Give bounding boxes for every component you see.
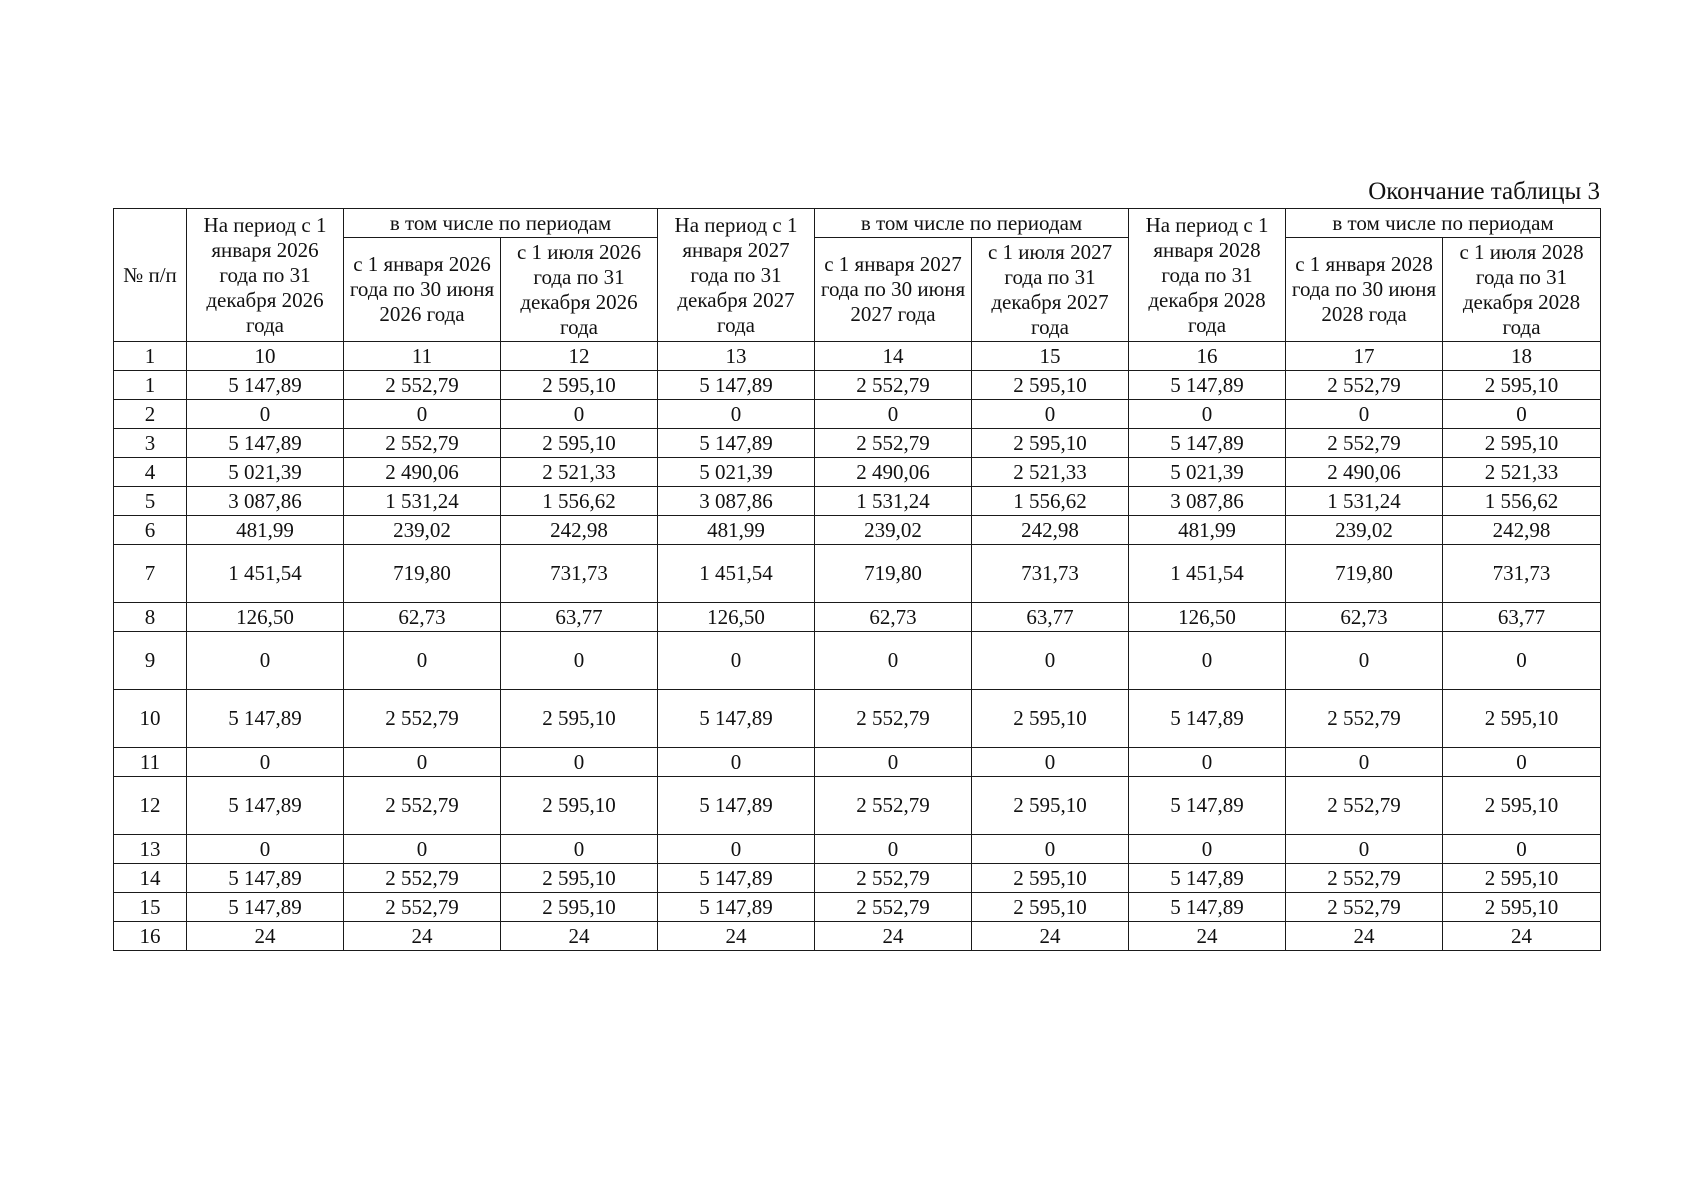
table-row <box>114 893 1601 922</box>
row-number-cell: 13 <box>114 835 187 864</box>
value-cell: 24 <box>815 922 972 951</box>
value-cell: 481,99 <box>658 516 815 545</box>
table-row <box>114 603 1601 632</box>
row-number-cell: 3 <box>114 429 187 458</box>
value-cell: 5 147,89 <box>187 777 344 835</box>
value-cell: 2 490,06 <box>344 458 501 487</box>
value-cell: 0 <box>972 632 1129 690</box>
table-row <box>114 777 1601 835</box>
value-cell: 63,77 <box>501 603 658 632</box>
table-row <box>114 429 1601 458</box>
value-cell: 2 595,10 <box>972 429 1129 458</box>
value-cell: 5 147,89 <box>187 429 344 458</box>
value-cell: 63,77 <box>1443 603 1601 632</box>
value-cell: 0 <box>815 835 972 864</box>
value-cell: 1 531,24 <box>1286 487 1443 516</box>
value-cell: 0 <box>972 835 1129 864</box>
value-cell: 2 552,79 <box>344 429 501 458</box>
value-cell: 5 147,89 <box>1129 893 1286 922</box>
value-cell: 0 <box>187 632 344 690</box>
value-cell: 719,80 <box>1286 545 1443 603</box>
header-period-2028: На период с 1 января 2028 года по 31 декабря 2028 года <box>1129 209 1286 342</box>
table-row <box>114 371 1601 400</box>
value-cell: 5 147,89 <box>187 690 344 748</box>
table-caption: Окончание таблицы 3 <box>1368 178 1600 205</box>
column-number: 17 <box>1286 342 1443 371</box>
value-cell: 0 <box>1443 400 1601 429</box>
value-cell: 2 595,10 <box>501 893 658 922</box>
value-cell: 2 552,79 <box>815 893 972 922</box>
value-cell: 3 087,86 <box>187 487 344 516</box>
header-first-half-2028: с 1 января 2028 года по 30 июня 2028 года <box>1286 238 1443 342</box>
value-cell: 0 <box>1129 748 1286 777</box>
value-cell: 1 531,24 <box>815 487 972 516</box>
value-cell: 2 595,10 <box>972 371 1129 400</box>
value-cell: 2 552,79 <box>344 371 501 400</box>
value-cell: 2 552,79 <box>1286 371 1443 400</box>
value-cell: 5 147,89 <box>658 864 815 893</box>
value-cell: 5 021,39 <box>187 458 344 487</box>
value-cell: 2 552,79 <box>344 777 501 835</box>
table-row <box>114 400 1601 429</box>
value-cell: 2 595,10 <box>972 864 1129 893</box>
table-row <box>114 835 1601 864</box>
value-cell: 2 552,79 <box>344 893 501 922</box>
value-cell: 0 <box>501 632 658 690</box>
value-cell: 24 <box>972 922 1129 951</box>
value-cell: 2 552,79 <box>1286 864 1443 893</box>
value-cell: 5 147,89 <box>1129 429 1286 458</box>
value-cell: 2 595,10 <box>501 690 658 748</box>
value-cell: 0 <box>501 400 658 429</box>
value-cell: 0 <box>1129 400 1286 429</box>
value-cell: 0 <box>344 632 501 690</box>
table-row <box>114 632 1601 690</box>
table-row <box>114 516 1601 545</box>
value-cell: 1 556,62 <box>1443 487 1601 516</box>
row-number-cell: 11 <box>114 748 187 777</box>
header-second-half-2027: с 1 июля 2027 года по 31 декабря 2027 года <box>972 238 1129 342</box>
value-cell: 731,73 <box>972 545 1129 603</box>
value-cell: 0 <box>344 400 501 429</box>
value-cell: 2 552,79 <box>1286 690 1443 748</box>
value-cell: 5 147,89 <box>1129 371 1286 400</box>
value-cell: 0 <box>344 748 501 777</box>
value-cell: 0 <box>501 835 658 864</box>
value-cell: 0 <box>658 632 815 690</box>
value-cell: 24 <box>187 922 344 951</box>
value-cell: 24 <box>501 922 658 951</box>
row-number-cell: 15 <box>114 893 187 922</box>
value-cell: 2 595,10 <box>1443 893 1601 922</box>
column-number: 10 <box>187 342 344 371</box>
value-cell: 3 087,86 <box>1129 487 1286 516</box>
value-cell: 0 <box>344 835 501 864</box>
column-number: 12 <box>501 342 658 371</box>
row-number-cell: 1 <box>114 371 187 400</box>
value-cell: 2 595,10 <box>972 893 1129 922</box>
value-cell: 5 021,39 <box>658 458 815 487</box>
value-cell: 239,02 <box>815 516 972 545</box>
column-number: 16 <box>1129 342 1286 371</box>
value-cell: 719,80 <box>344 545 501 603</box>
value-cell: 242,98 <box>972 516 1129 545</box>
value-cell: 62,73 <box>344 603 501 632</box>
value-cell: 239,02 <box>1286 516 1443 545</box>
value-cell: 0 <box>1129 632 1286 690</box>
value-cell: 2 595,10 <box>1443 777 1601 835</box>
header-first-half-2026: с 1 января 2026 года по 30 июня 2026 года <box>344 238 501 342</box>
value-cell: 2 521,33 <box>972 458 1129 487</box>
column-number: 15 <box>972 342 1129 371</box>
value-cell: 2 552,79 <box>815 371 972 400</box>
value-cell: 0 <box>501 748 658 777</box>
value-cell: 0 <box>658 400 815 429</box>
value-cell: 5 147,89 <box>658 371 815 400</box>
row-number-cell: 16 <box>114 922 187 951</box>
value-cell: 0 <box>1443 748 1601 777</box>
value-cell: 0 <box>815 400 972 429</box>
header-group-2028: в том числе по периодам <box>1286 209 1601 238</box>
table-row <box>114 748 1601 777</box>
value-cell: 0 <box>1443 632 1601 690</box>
value-cell: 481,99 <box>1129 516 1286 545</box>
column-number: 18 <box>1443 342 1601 371</box>
value-cell: 5 147,89 <box>187 371 344 400</box>
column-number: 1 <box>114 342 187 371</box>
value-cell: 5 147,89 <box>658 893 815 922</box>
header-period-2027: На период с 1 января 2027 года по 31 декабря 2027 года <box>658 209 815 342</box>
value-cell: 3 087,86 <box>658 487 815 516</box>
value-cell: 239,02 <box>344 516 501 545</box>
value-cell: 2 552,79 <box>815 690 972 748</box>
row-number-cell: 4 <box>114 458 187 487</box>
header-group-2026: в том числе по периодам <box>344 209 658 238</box>
value-cell: 24 <box>1286 922 1443 951</box>
value-cell: 0 <box>187 748 344 777</box>
row-number-cell: 7 <box>114 545 187 603</box>
value-cell: 2 552,79 <box>1286 893 1443 922</box>
value-cell: 0 <box>1286 632 1443 690</box>
value-cell: 5 147,89 <box>1129 690 1286 748</box>
value-cell: 2 552,79 <box>344 690 501 748</box>
value-cell: 5 147,89 <box>658 777 815 835</box>
value-cell: 24 <box>1443 922 1601 951</box>
row-number-cell: 6 <box>114 516 187 545</box>
row-number-cell: 12 <box>114 777 187 835</box>
value-cell: 0 <box>972 748 1129 777</box>
value-cell: 0 <box>187 835 344 864</box>
row-number-cell: 8 <box>114 603 187 632</box>
value-cell: 0 <box>972 400 1129 429</box>
row-number-cell: 14 <box>114 864 187 893</box>
value-cell: 1 451,54 <box>1129 545 1286 603</box>
table-header <box>114 209 1601 371</box>
header-row-number: № п/п <box>114 209 187 342</box>
value-cell: 719,80 <box>815 545 972 603</box>
value-cell: 2 595,10 <box>1443 864 1601 893</box>
value-cell: 0 <box>815 632 972 690</box>
value-cell: 1 451,54 <box>187 545 344 603</box>
value-cell: 0 <box>1286 835 1443 864</box>
value-cell: 2 552,79 <box>1286 777 1443 835</box>
value-cell: 5 147,89 <box>1129 864 1286 893</box>
value-cell: 0 <box>1129 835 1286 864</box>
value-cell: 5 147,89 <box>1129 777 1286 835</box>
value-cell: 2 552,79 <box>815 864 972 893</box>
value-cell: 62,73 <box>815 603 972 632</box>
value-cell: 0 <box>658 748 815 777</box>
value-cell: 1 556,62 <box>972 487 1129 516</box>
table-row <box>114 458 1601 487</box>
value-cell: 2 521,33 <box>501 458 658 487</box>
value-cell: 2 490,06 <box>815 458 972 487</box>
value-cell: 5 147,89 <box>658 429 815 458</box>
value-cell: 126,50 <box>658 603 815 632</box>
header-group-2027: в том числе по периодам <box>815 209 1129 238</box>
value-cell: 62,73 <box>1286 603 1443 632</box>
value-cell: 0 <box>1286 748 1443 777</box>
value-cell: 2 595,10 <box>501 777 658 835</box>
value-cell: 5 021,39 <box>1129 458 1286 487</box>
value-cell: 2 595,10 <box>501 429 658 458</box>
value-cell: 2 595,10 <box>1443 429 1601 458</box>
value-cell: 5 147,89 <box>658 690 815 748</box>
value-cell: 2 595,10 <box>1443 690 1601 748</box>
value-cell: 24 <box>344 922 501 951</box>
table-row <box>114 922 1601 951</box>
header-first-half-2027: с 1 января 2027 года по 30 июня 2027 года <box>815 238 972 342</box>
table-row <box>114 487 1601 516</box>
value-cell: 0 <box>815 748 972 777</box>
value-cell: 1 451,54 <box>658 545 815 603</box>
value-cell: 2 595,10 <box>972 690 1129 748</box>
table-body <box>114 371 1601 951</box>
value-cell: 731,73 <box>1443 545 1601 603</box>
value-cell: 2 595,10 <box>501 371 658 400</box>
value-cell: 2 595,10 <box>501 864 658 893</box>
column-number: 11 <box>344 342 501 371</box>
table-row <box>114 864 1601 893</box>
column-number: 13 <box>658 342 815 371</box>
header-second-half-2028: с 1 июля 2028 года по 31 декабря 2028 года <box>1443 238 1601 342</box>
row-number-cell: 9 <box>114 632 187 690</box>
value-cell: 0 <box>1443 835 1601 864</box>
column-number-row <box>114 342 1601 371</box>
value-cell: 242,98 <box>501 516 658 545</box>
value-cell: 2 595,10 <box>1443 371 1601 400</box>
value-cell: 2 552,79 <box>344 864 501 893</box>
value-cell: 2 521,33 <box>1443 458 1601 487</box>
value-cell: 2 552,79 <box>1286 429 1443 458</box>
value-cell: 1 556,62 <box>501 487 658 516</box>
value-cell: 2 490,06 <box>1286 458 1443 487</box>
value-cell: 2 552,79 <box>815 777 972 835</box>
value-cell: 0 <box>658 835 815 864</box>
value-cell: 1 531,24 <box>344 487 501 516</box>
value-cell: 731,73 <box>501 545 658 603</box>
table-row <box>114 690 1601 748</box>
value-cell: 5 147,89 <box>187 893 344 922</box>
value-cell: 0 <box>1286 400 1443 429</box>
value-cell: 5 147,89 <box>187 864 344 893</box>
row-number-cell: 2 <box>114 400 187 429</box>
value-cell: 2 595,10 <box>972 777 1129 835</box>
value-cell: 481,99 <box>187 516 344 545</box>
data-table <box>113 208 1601 951</box>
value-cell: 242,98 <box>1443 516 1601 545</box>
row-number-cell: 10 <box>114 690 187 748</box>
row-number-cell: 5 <box>114 487 187 516</box>
value-cell: 0 <box>187 400 344 429</box>
header-second-half-2026: с 1 июля 2026 года по 31 декабря 2026 года <box>501 238 658 342</box>
value-cell: 126,50 <box>1129 603 1286 632</box>
value-cell: 63,77 <box>972 603 1129 632</box>
column-number: 14 <box>815 342 972 371</box>
table-row <box>114 545 1601 603</box>
value-cell: 2 552,79 <box>815 429 972 458</box>
value-cell: 126,50 <box>187 603 344 632</box>
value-cell: 24 <box>658 922 815 951</box>
value-cell: 24 <box>1129 922 1286 951</box>
header-period-2026: На период с 1 января 2026 года по 31 декабря 2026 года <box>187 209 344 342</box>
